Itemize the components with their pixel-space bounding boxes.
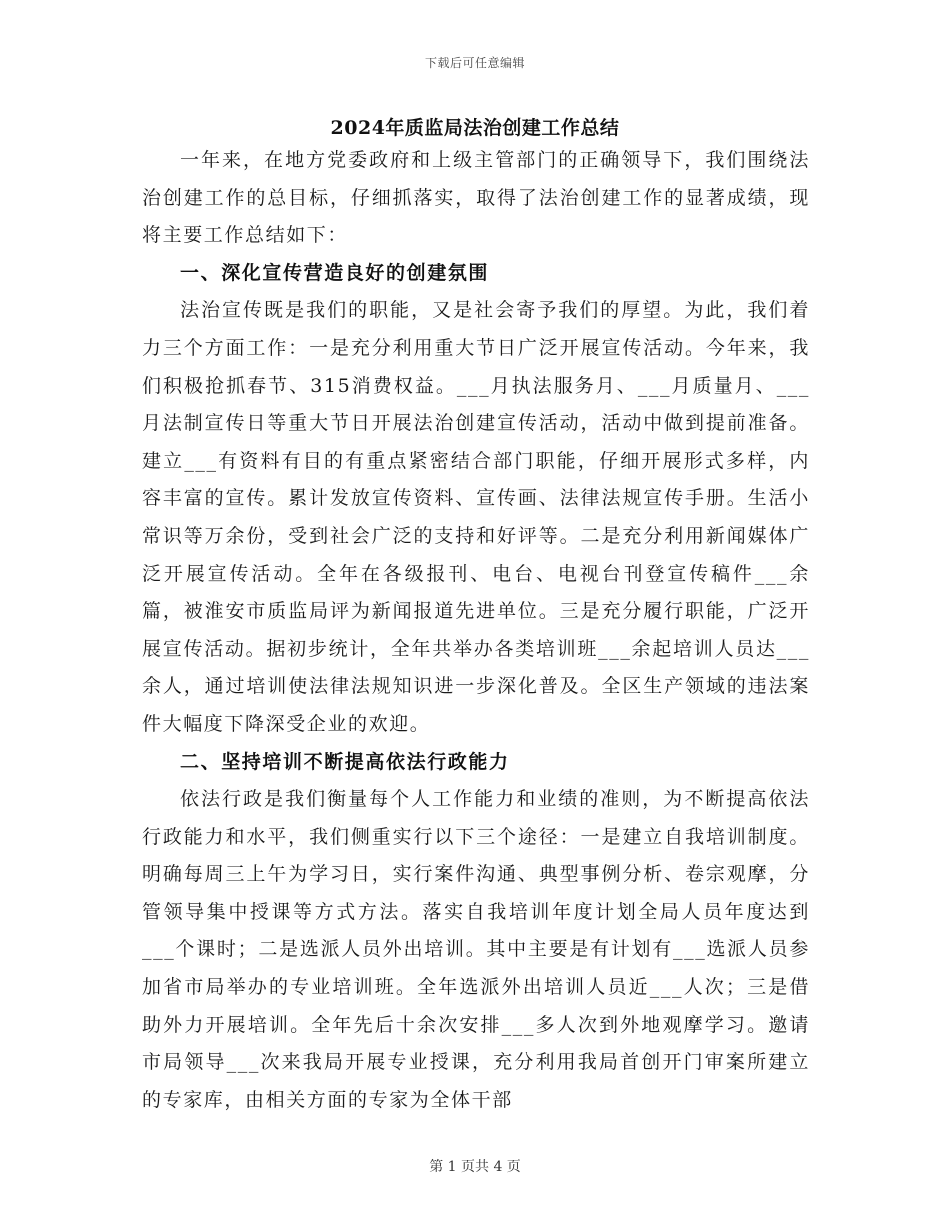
document-title: 2024年质监局法治创建工作总结	[330, 117, 620, 139]
document-body	[142, 142, 810, 1119]
intro-paragraph: 一年来，在地方党委政府和上级主管部门的正确领导下，我们围绕法治创建工作的总目标，仔细抓落实，取得了法治创建工作的显著成绩，现将主要工作总结如下：	[142, 149, 810, 247]
header-note: 下载后可任意编辑	[424, 56, 525, 70]
section-heading-1: 一、深化宣传营造良好的创建氛围	[180, 261, 490, 284]
section-paragraph-1: 法治宣传既是我们的职能，又是社会寄予我们的厚望。为此，我们着力三个方面工作：一是充分利用重大节日广泛开展宣传活动。今年来，我们积极抢抓春节、315消费权益。___月执法服务月、___月质量月、___月法制宣传日等重大节日开展法治创建宣传活动，活动中做到提前准备。建立___有资料有目的有重点紧密结合部门职能，仔细开展形式多样，内容丰富的宣传。累计发放宣传资料、宣传画、法律法规宣传手册。生活小常识等万余份，受到社会广泛的支持和好评等。二是充分利用新闻媒体广泛开展宣传活动。全年在各级报刊、电台、电视台刊登宣传稿件___余篇，被淮安市质监局评为新闻报道先进单位。三是充分履行职能，广泛开展宣传活动。据初步统计，全年共举办各类培训班___余起培训人员达___余人，通过培训使法律法规知识进一步深化普及。全区生产领域的违法案件大幅度下降深受企业的欢迎。	[142, 299, 810, 735]
section-heading-2: 二、坚持培训不断提高依法行政能力	[180, 750, 510, 773]
page-number: 第 1 页共 4 页	[429, 1159, 521, 1175]
section-paragraph-2: 依法行政是我们衡量每个人工作能力和业绩的准则，为不断提高依法行政能力和水平，我们侧重实行以下三个途径：一是建立自我培训制度。明确每周三上午为学习日，实行案件沟通、典型事例分析、卷宗观摩，分管领导集中授课等方式方法。落实自我培训年度计划全局人员年度达到___个课时；二是选派人员外出培训。其中主要是有计划有___选派人员参加省市局举办的专业培训班。全年选派外出培训人员近___人次；三是借助外力开展培训。全年先后十余次安排___多人次到外地观摩学习。邀请市局领导___次来我局开展专业授课，充分利用我局首创开门审案所建立的专家库，由相关方面的专家为全体干部	[142, 788, 810, 1111]
